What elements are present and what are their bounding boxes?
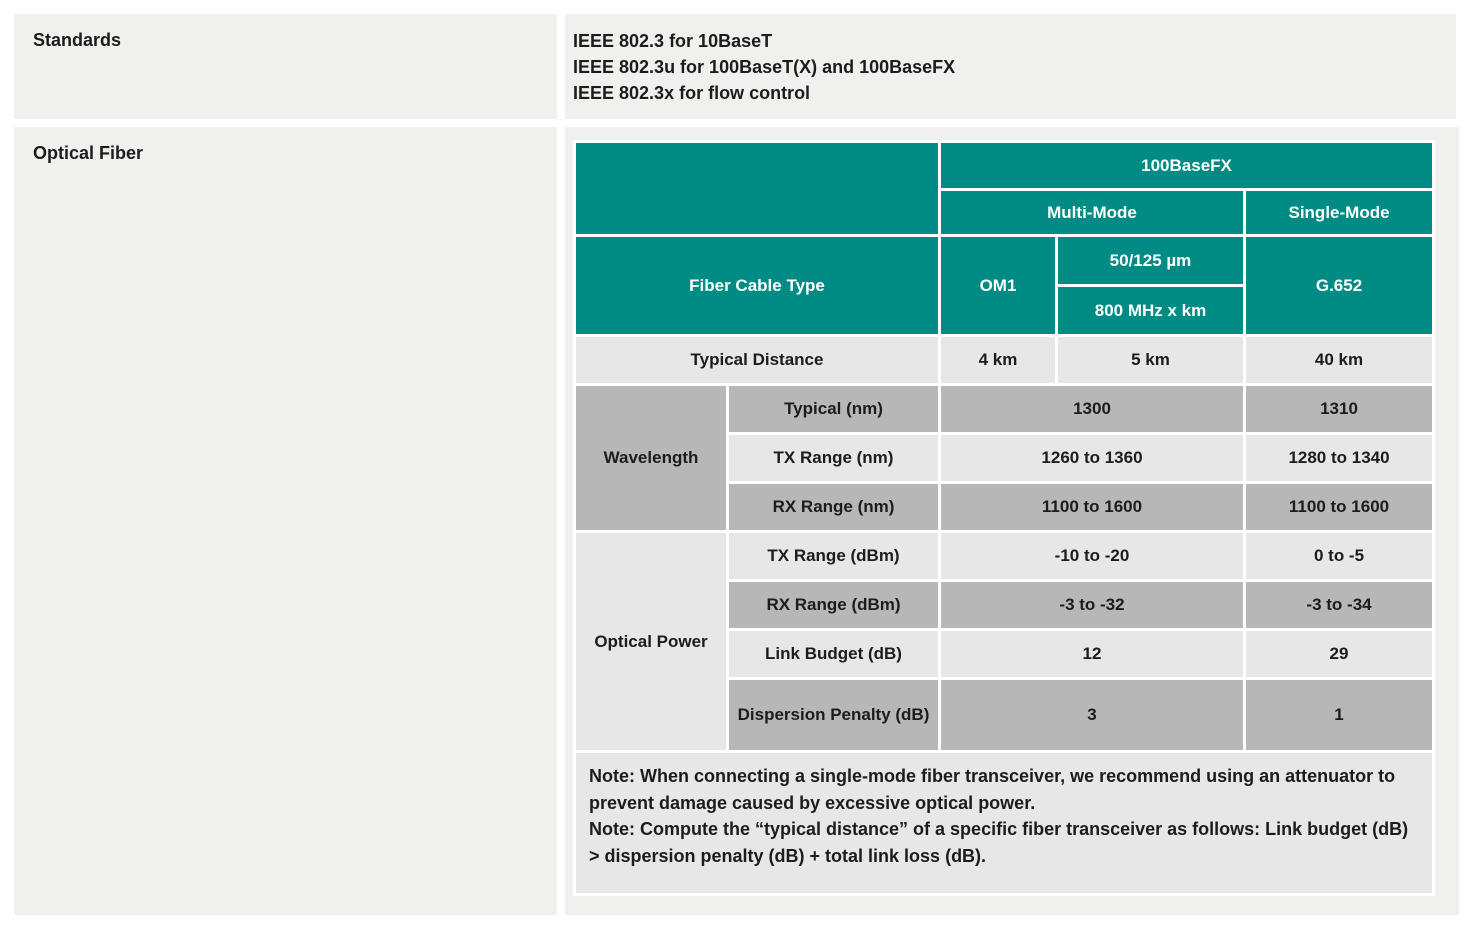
header-100basefx: 100BaseFX (940, 142, 1434, 190)
note-typical-distance: Note: Compute the “typical distance” of a specific fiber transceiver as follows: Link budget (dB) > dispersion penalty (dB) + total link loss (dB). (589, 819, 1409, 866)
optical-power-rx-mm: -3 to -32 (940, 581, 1245, 630)
header-single-mode: Single-Mode (1245, 190, 1434, 236)
optical-power-group-label: Optical Power (575, 532, 728, 752)
header-g652: G.652 (1245, 236, 1434, 336)
note-single-mode: Note: When connecting a single-mode fiber transceiver, we recommend using an attenuator to prevent damage caused by excessive optical power. (589, 766, 1396, 813)
typical-distance-mm: 5 km (1057, 336, 1245, 385)
standards-line-3: IEEE 802.3x for flow control (573, 83, 811, 103)
header-multi-mode: Multi-Mode (940, 190, 1245, 236)
wavelength-rx-label: RX Range (nm) (728, 483, 940, 532)
wavelength-typical-mm: 1300 (940, 385, 1245, 434)
optical-power-rx-label: RX Range (dBm) (728, 581, 940, 630)
wavelength-rx-mm: 1100 to 1600 (940, 483, 1245, 532)
optical-power-tx-mm: -10 to -20 (940, 532, 1245, 581)
standards-value (565, 14, 1456, 119)
optical-fiber-value (565, 127, 1459, 915)
link-budget-mm: 12 (940, 630, 1245, 679)
standards-label: Standards (14, 14, 557, 119)
optical-power-rx-sm: -3 to -34 (1245, 581, 1434, 630)
wavelength-typical-sm: 1310 (1245, 385, 1434, 434)
dispersion-penalty-sm: 1 (1245, 679, 1434, 752)
optical-power-tx-label: TX Range (dBm) (728, 532, 940, 581)
typical-distance-sm: 40 km (1245, 336, 1434, 385)
table-notes (575, 752, 1434, 895)
spec-section-standards (14, 14, 1456, 119)
wavelength-tx-label: TX Range (nm) (728, 434, 940, 483)
link-budget-sm: 29 (1245, 630, 1434, 679)
dispersion-penalty-mm: 3 (940, 679, 1245, 752)
header-om1: OM1 (940, 236, 1057, 336)
typical-distance-label: Typical Distance (575, 336, 940, 385)
dispersion-penalty-label: Dispersion Penalty (dB) (728, 679, 940, 752)
optical-fiber-label: Optical Fiber (14, 127, 557, 915)
optical-power-tx-sm: 0 to -5 (1245, 532, 1434, 581)
spec-section-optical-fiber (14, 127, 1456, 915)
standards-line-2: IEEE 802.3u for 100BaseT(X) and 100BaseFX (573, 57, 956, 77)
wavelength-typical-label: Typical (nm) (728, 385, 940, 434)
fiber-spec-table (573, 140, 1435, 896)
header-mm-size: 50/125 µm (1057, 236, 1245, 286)
wavelength-rx-sm: 1100 to 1600 (1245, 483, 1434, 532)
wavelength-group-label: Wavelength (575, 385, 728, 532)
typical-distance-om1: 4 km (940, 336, 1057, 385)
wavelength-tx-mm: 1260 to 1360 (940, 434, 1245, 483)
standards-line-1: IEEE 802.3 for 10BaseT (573, 31, 773, 51)
link-budget-label: Link Budget (dB) (728, 630, 940, 679)
wavelength-tx-sm: 1280 to 1340 (1245, 434, 1434, 483)
header-fiber-cable-type: Fiber Cable Type (575, 236, 940, 336)
header-mm-bandwidth: 800 MHz x km (1057, 286, 1245, 336)
header-empty-cell (575, 142, 940, 236)
